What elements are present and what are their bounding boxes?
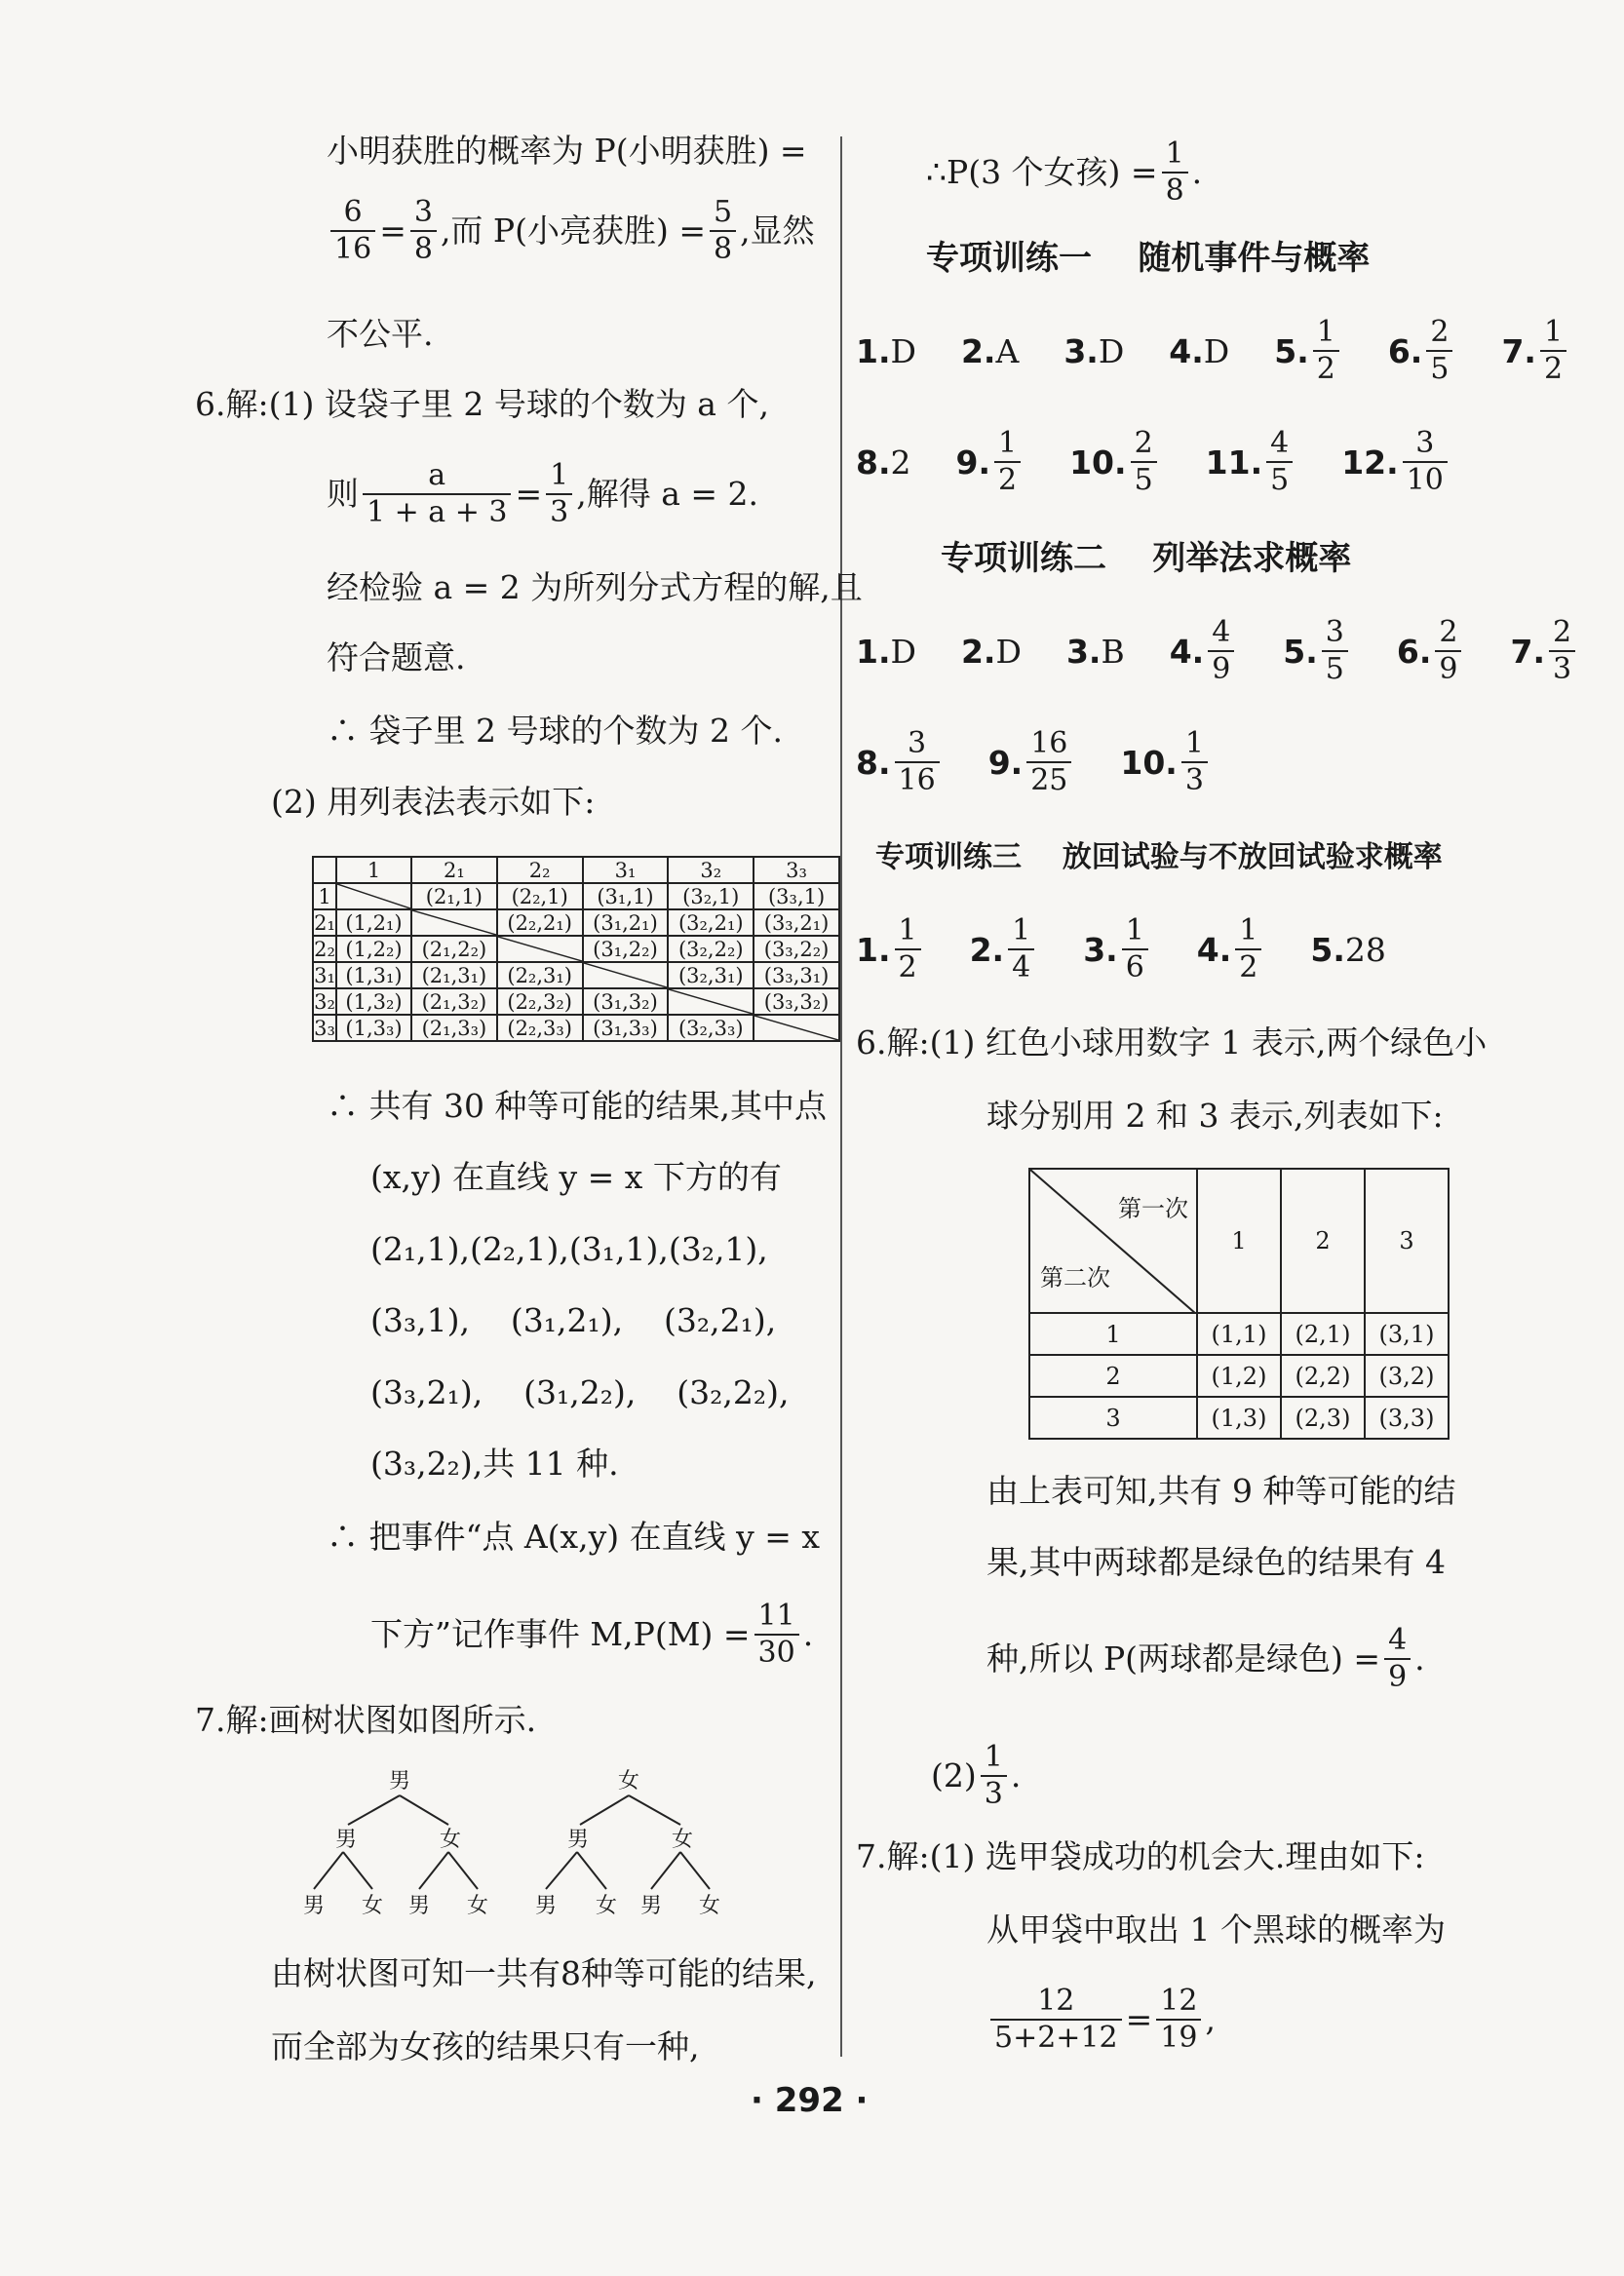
equation-line: (2) $\frac{1}{3}$ . xyxy=(931,1740,1022,1811)
answer-item: 8. 2 xyxy=(856,443,911,482)
equation-line: ∴P(3 个女孩) = $\frac{1}{8}$ . xyxy=(926,136,1203,208)
fraction: $\frac{1}{3}$ xyxy=(1181,726,1208,798)
row-header: 3₃ xyxy=(314,1016,335,1040)
fraction: $\frac{1}{2}$ xyxy=(994,426,1021,498)
answer-row xyxy=(856,908,1431,990)
row-header: 1 xyxy=(313,883,336,909)
answer-item: 8. $\frac{3}{16}$ xyxy=(856,726,944,798)
col-header: 1 xyxy=(1197,1169,1281,1313)
tree-leaf: 男 xyxy=(407,1894,431,1918)
answer-item: 4. $\frac{4}{9}$ xyxy=(1170,615,1239,687)
tree-diagram xyxy=(292,1764,741,1940)
row-header: 3 xyxy=(1029,1397,1197,1439)
fraction: $\frac{2}{9}$ xyxy=(1435,615,1461,687)
row-header: 2₁ xyxy=(314,910,335,935)
section-heading-3: 专项训练三 放回试验与不放回试验求概率 xyxy=(875,840,1443,874)
text-line: 果,其中两球都是绿色的结果有 4 xyxy=(986,1543,1446,1581)
fraction: $\frac{4}{9}$ xyxy=(1384,1623,1411,1695)
answer-item: 1. D xyxy=(856,632,916,671)
tree-leaf: 女 xyxy=(361,1894,384,1918)
tree-leaf: 女 xyxy=(466,1894,489,1918)
fraction: $\frac{16}{25}$ xyxy=(1026,726,1071,798)
table-cell: (1,2₂) xyxy=(336,936,411,962)
text-line: (2) 用列表法表示如下: xyxy=(271,783,596,821)
text-line: (3₃,2₁), (3₁,2₂), (3₂,2₂), xyxy=(370,1373,790,1411)
fraction: $\frac{11}{30}$ xyxy=(754,1599,799,1671)
answer-item: 9. $\frac{1}{2}$ xyxy=(956,426,1025,498)
fraction: $\frac{12}{19}$ xyxy=(1156,1984,1201,2056)
answer-item: 2. $\frac{1}{4}$ xyxy=(970,913,1039,985)
table-cell: (3₃,3₂) xyxy=(754,988,839,1015)
fraction: $\frac{1}{3}$ xyxy=(981,1740,1007,1812)
fraction: $\frac{4}{9}$ xyxy=(1208,615,1234,687)
tree-leaf: 男 xyxy=(639,1894,663,1918)
answer-item: 11. $\frac{4}{5}$ xyxy=(1206,426,1297,498)
fraction: $\frac{2}{5}$ xyxy=(1426,315,1452,387)
table-cell: (3₃,2₂) xyxy=(754,936,839,962)
table-cell: (1,1) xyxy=(1197,1313,1281,1355)
answer-item: 4. $\frac{1}{2}$ xyxy=(1197,913,1266,985)
answer-item: 3. $\frac{1}{6}$ xyxy=(1083,913,1152,985)
answer-item: 9. $\frac{16}{25}$ xyxy=(988,726,1076,798)
tree-leaf: 女 xyxy=(698,1894,721,1918)
column-header xyxy=(313,857,336,883)
answer-item: 7. $\frac{1}{2}$ xyxy=(1501,315,1570,387)
tree-root-2: 女 xyxy=(617,1769,640,1794)
answer-row xyxy=(856,721,1257,803)
fraction: $\frac{5}{8}$ xyxy=(710,195,736,267)
row-header: 2 xyxy=(1029,1355,1197,1397)
table-cell: (3₁,3₂) xyxy=(583,988,669,1015)
tree-root-1: 男 xyxy=(388,1769,411,1794)
text-line: ∴ 共有 30 种等可能的结果,其中点 xyxy=(327,1087,827,1125)
section-heading-1: 专项训练一 随机事件与概率 xyxy=(926,239,1371,278)
tree-node: 男 xyxy=(566,1828,590,1852)
fraction: $\frac{4}{5}$ xyxy=(1266,426,1293,498)
answer-item: 7. $\frac{2}{3}$ xyxy=(1510,615,1579,687)
equation-line: 下方”记作事件 M,P(M) = $\frac{11}{30}$ . xyxy=(370,1599,814,1670)
table-cell: (2,3) xyxy=(1281,1397,1365,1439)
tree-node: 女 xyxy=(439,1828,462,1852)
text-line: 符合题意. xyxy=(327,638,466,676)
answer-item: 3. B xyxy=(1065,632,1125,671)
equation-line: 种,所以 P(两球都是绿色) = $\frac{4}{9}$ . xyxy=(986,1623,1425,1694)
fraction: $\frac{3}{8}$ xyxy=(410,195,437,267)
tree-leaf: 男 xyxy=(534,1894,558,1918)
table-cell: (3₂,1) xyxy=(668,883,754,909)
text-line: (x,y) 在直线 y = x 下方的有 xyxy=(370,1158,782,1196)
column-header: 3₃ xyxy=(754,857,839,883)
table-cell xyxy=(668,988,754,1015)
text-line: 6.解:(1) 红色小球用数字 1 表示,两个绿色小 xyxy=(856,1023,1488,1061)
table-corner: 第一次 第二次 xyxy=(1029,1169,1197,1313)
answer-row xyxy=(856,421,1496,503)
equation-line: 则 $\frac{a}{1 + a + 3}$ = $\frac{1}{3}$ ,解得 a = 2. xyxy=(327,458,759,529)
answer-item: 5. $\frac{1}{2}$ xyxy=(1274,315,1343,387)
fraction: $\frac{12}{5+2+12}$ xyxy=(990,1984,1122,2056)
row-header: 3₁ xyxy=(314,963,335,987)
table-cell: (3₁,2₂) xyxy=(583,936,669,962)
table-cell: (2₁,3₂) xyxy=(411,988,497,1015)
fraction: $\frac{1}{2}$ xyxy=(895,913,921,985)
fraction: $\frac{2}{3}$ xyxy=(1549,615,1575,687)
table-row xyxy=(313,936,839,962)
answer-item: 2. D xyxy=(960,632,1022,671)
table-cell: (2₂,3₁) xyxy=(497,962,583,988)
table-cell xyxy=(411,909,497,936)
text-line: 由树状图可知一共有8种等可能的结果, xyxy=(271,1954,817,1992)
text-line: (2₁,1),(2₂,1),(3₁,1),(3₂,1), xyxy=(370,1230,768,1268)
fraction: $\frac{1}{2}$ xyxy=(1540,315,1566,387)
col-header: 3 xyxy=(1365,1169,1449,1313)
text-line: 由上表可知,共有 9 种等可能的结 xyxy=(986,1472,1456,1510)
tree-node: 男 xyxy=(334,1828,358,1852)
table-cell: (1,3₃) xyxy=(336,1015,411,1041)
col-header: 2 xyxy=(1281,1169,1365,1313)
table-cell xyxy=(336,883,411,909)
table-row xyxy=(1029,1355,1449,1397)
table-row xyxy=(313,988,839,1015)
answer-item: 2. A xyxy=(960,331,1020,370)
text-line: 不公平. xyxy=(327,315,434,353)
answer-row xyxy=(856,610,1624,692)
fraction: $\frac{3}{16}$ xyxy=(895,726,940,798)
page-number: · 292 · xyxy=(751,2081,869,2120)
answer-item: 1. $\frac{1}{2}$ xyxy=(856,913,925,985)
row-header: 3₂ xyxy=(314,989,335,1014)
question-6-heading: 6.解:(1) 设袋子里 2 号球的个数为 a 个, xyxy=(195,385,769,423)
text-line: ∴ 袋子里 2 号球的个数为 2 个. xyxy=(327,712,783,750)
table-cell: (1,2) xyxy=(1197,1355,1281,1397)
fraction: $\frac{1}{2}$ xyxy=(1313,315,1339,387)
fraction: $\frac{2}{5}$ xyxy=(1131,426,1157,498)
table-cell: (1,3₂) xyxy=(336,988,411,1015)
table-header-row xyxy=(313,857,839,883)
table-cell: (2₁,3₃) xyxy=(411,1015,497,1041)
column-header: 3₂ xyxy=(668,857,754,883)
column-header: 2₁ xyxy=(411,857,497,883)
table-cell: (3₂,3₃) xyxy=(668,1015,754,1041)
fraction: $\frac{1}{2}$ xyxy=(1235,913,1261,985)
column-header: 2₂ xyxy=(497,857,583,883)
table-row xyxy=(313,1015,839,1041)
table-cell: (2₂,1) xyxy=(497,883,583,909)
answer-item: 12. $\frac{3}{10}$ xyxy=(1341,426,1451,498)
tree-node: 女 xyxy=(671,1828,694,1852)
table-cell xyxy=(754,1015,839,1041)
table-cell: (1,3₁) xyxy=(336,962,411,988)
fraction: $\frac{a}{1 + a + 3}$ xyxy=(363,458,511,530)
row-header: 1 xyxy=(1029,1313,1197,1355)
text-line: (3₃,1), (3₁,2₁), (3₂,2₁), xyxy=(370,1301,777,1339)
text-line: 球分别用 2 和 3 表示,列表如下: xyxy=(986,1097,1444,1135)
table-cell: (3₃,2₁) xyxy=(754,909,839,936)
answer-item: 5. $\frac{3}{5}$ xyxy=(1283,615,1352,687)
column-header: 3₁ xyxy=(583,857,669,883)
answer-item: 10. $\frac{2}{5}$ xyxy=(1069,426,1161,498)
table-cell xyxy=(583,962,669,988)
table-cell: (3₃,1) xyxy=(754,883,839,909)
table-cell: (1,3) xyxy=(1197,1397,1281,1439)
table-row xyxy=(313,909,839,936)
text-line: $\frac{6}{16}$ = $\frac{3}{8}$ ,而 P(小亮获胜) = $\frac{5}{8}$ ,显然 xyxy=(327,195,815,267)
answer-item: 6. $\frac{2}{9}$ xyxy=(1397,615,1466,687)
answer-item: 4. D xyxy=(1169,331,1230,370)
draw-table xyxy=(1028,1168,1450,1440)
fraction: $\frac{1}{3}$ xyxy=(546,458,572,530)
table-cell: (3₁,3₃) xyxy=(583,1015,669,1041)
table-cell: (2₁,2₂) xyxy=(411,936,497,962)
section-heading-2: 专项训练二 列举法求概率 xyxy=(941,539,1352,578)
table-cell: (3,3) xyxy=(1365,1397,1449,1439)
table-cell: (2₁,1) xyxy=(411,883,497,909)
answer-item: 3. D xyxy=(1063,331,1125,370)
table-cell: (3₁,1) xyxy=(583,883,669,909)
outcome-table xyxy=(312,856,840,1042)
fraction: $\frac{3}{10}$ xyxy=(1403,426,1448,498)
table-row xyxy=(313,962,839,988)
table-cell: (2,2) xyxy=(1281,1355,1365,1397)
answer-row xyxy=(856,310,1615,392)
table-cell xyxy=(497,936,583,962)
question-7-heading: 7.解:(1) 选甲袋成功的机会大.理由如下: xyxy=(856,1837,1425,1875)
fraction: $\frac{1}{6}$ xyxy=(1122,913,1148,985)
table-cell: (3₂,2₂) xyxy=(668,936,754,962)
equation-line: $\frac{12}{5+2+12}$ = $\frac{12}{19}$ , xyxy=(986,1984,1216,2056)
fraction: $\frac{6}{16}$ xyxy=(330,195,375,267)
table-cell: (3₂,3₁) xyxy=(668,962,754,988)
fraction: $\frac{1}{8}$ xyxy=(1162,136,1188,209)
table-cell: (2₁,3₁) xyxy=(411,962,497,988)
table-cell: (3₁,2₁) xyxy=(583,909,669,936)
table-cell: (2₂,3₃) xyxy=(497,1015,583,1041)
table-cell: (3₂,2₁) xyxy=(668,909,754,936)
table-cell: (3,1) xyxy=(1365,1313,1449,1355)
row-header: 2₂ xyxy=(314,937,335,961)
text-line: 经检验 a = 2 为所列分式方程的解,且 xyxy=(327,568,863,606)
answer-item: 5. 28 xyxy=(1310,930,1386,969)
column-header: 1 xyxy=(336,857,411,883)
tree-leaf: 男 xyxy=(302,1894,326,1918)
table-cell: (3,2) xyxy=(1365,1355,1449,1397)
table-row xyxy=(313,883,839,909)
fraction: $\frac{3}{5}$ xyxy=(1322,615,1348,687)
tree-leaf: 女 xyxy=(595,1894,618,1918)
text-line: (3₃,2₂),共 11 种. xyxy=(370,1445,619,1483)
answer-item: 6. $\frac{2}{5}$ xyxy=(1388,315,1457,387)
table-cell: (2₂,3₂) xyxy=(497,988,583,1015)
answer-item: 1. D xyxy=(856,331,916,370)
table-cell: (2,1) xyxy=(1281,1313,1365,1355)
text-line: 从甲袋中取出 1 个黑球的概率为 xyxy=(986,1910,1446,1948)
table-cell: (3₃,3₁) xyxy=(754,962,839,988)
fraction: $\frac{1}{4}$ xyxy=(1008,913,1034,985)
table-row xyxy=(1029,1313,1449,1355)
answer-item: 10. $\frac{1}{3}$ xyxy=(1120,726,1212,798)
question-7-heading: 7.解:画树状图如图所示. xyxy=(195,1701,537,1739)
table-row xyxy=(1029,1397,1449,1439)
column-divider xyxy=(840,136,842,2057)
text-line: ∴ 把事件“点 A(x,y) 在直线 y = x xyxy=(327,1518,821,1556)
table-cell: (2₂,2₁) xyxy=(497,909,583,936)
text-line: 小明获胜的概率为 P(小明获胜) = xyxy=(327,132,807,170)
text-line: 而全部为女孩的结果只有一种, xyxy=(271,2027,700,2065)
table-cell: (1,2₁) xyxy=(336,909,411,936)
